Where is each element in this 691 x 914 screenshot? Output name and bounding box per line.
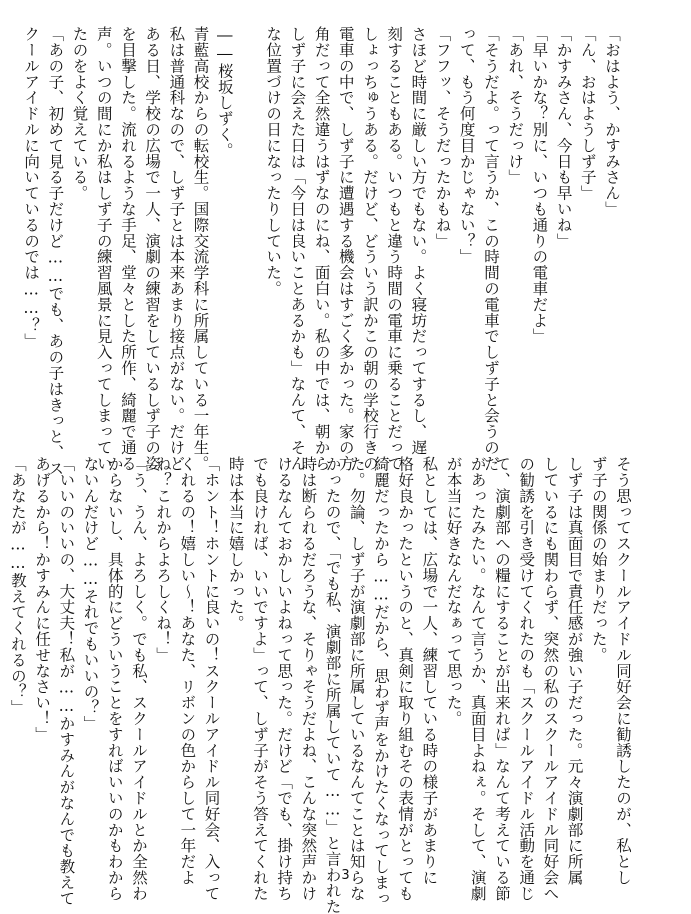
text-line: ね？これからよろしくね！」 bbox=[154, 456, 173, 663]
text-line: を目撃した。流れるような手足、堂々とした所作、綺麗で通る bbox=[118, 26, 137, 472]
text-line: た。勿論、しず子が演劇部に所属しているなんてことは知らな bbox=[347, 456, 366, 902]
text-block-bottom bbox=[8, 456, 635, 914]
text-line: しず子に会えた日は「今日は良いことあるかも」なんて、そん bbox=[288, 26, 307, 472]
text-line: ――桜坂しずく。 bbox=[215, 26, 234, 159]
text-line: あげるから！かすみんに任せなさい！」 bbox=[33, 456, 52, 743]
page-number: 3 bbox=[341, 868, 350, 883]
text-line: 時は本当に嬉しかった。 bbox=[226, 456, 245, 631]
text-line: 「おはよう、かすみさん」 bbox=[603, 26, 621, 217]
text-line: って、もう何度目かじゃない？」 bbox=[457, 26, 476, 265]
text-line: 「フフッ、そうだったかもね」 bbox=[433, 26, 452, 249]
text-line: たのをよく覚えている。 bbox=[70, 26, 89, 201]
text-line: 「あれ、そうだっけ」 bbox=[506, 26, 525, 185]
text-line: て、演劇部への糧にすることが出来れば」なんて考えている節 bbox=[492, 456, 511, 902]
text-line: そう思ってスクールアイドル同好会に勧誘したのが、私とし bbox=[614, 456, 632, 886]
text-line: でも良ければ、いいですよ」って、しず子がそう答えてくれた bbox=[250, 456, 269, 902]
text-line: 私は普通科なので、しず子とは本来あまり接点がない。だけど bbox=[167, 26, 186, 472]
text-line: 「う、うん、よろしく。でも私、スクールアイドルとか全然わ bbox=[129, 456, 148, 902]
text-line: ある日、学校の広場で一人、演劇の練習をしているしず子の姿 bbox=[143, 26, 162, 472]
text-line: 青藍高校からの転校生。国際交流学科に所属している一年生。 bbox=[191, 26, 210, 472]
text-line: が本当に好きなんだなぁって思った。 bbox=[444, 456, 463, 727]
text-line: 刻することもある。いつもと違う時間の電車に乗ることだって bbox=[385, 26, 404, 472]
text-line: 「ホント！ホントに良いの！スクールアイドル同好会、入って bbox=[202, 456, 221, 902]
text-line: 「あなたが……教えてくれるの？」 bbox=[8, 456, 27, 716]
text-line: 格好良かったというのと、真剣に取り組むその表情がとっても bbox=[396, 456, 415, 902]
text-line: ないんだけど……それでもいいの？」 bbox=[81, 456, 100, 732]
text-line: からないし、具体的にどういうことをすればいいのかもわから bbox=[105, 456, 124, 902]
text-line: ず子の関係の始まりだった。 bbox=[589, 456, 608, 663]
text-line: 「ん、おはようしず子」 bbox=[578, 26, 597, 201]
text-line: クールアイドルに向いているのでは……？」 bbox=[22, 26, 41, 349]
text-block-top bbox=[22, 26, 624, 477]
text-line: しず子は真面目で責任感が強い子だった。元々演劇部に所属 bbox=[565, 456, 584, 886]
text-line: 時は断られるだろうな、そりゃそうだよね、こんな突然声かけ bbox=[299, 456, 318, 902]
text-line bbox=[237, 26, 261, 392]
text-line: 「あの子、初めて見る子だけど……でも、あの子はきっと、ス bbox=[46, 26, 65, 477]
text-line: 綺麗だったから……だから、思わず声をかけたくなってしまっ bbox=[371, 456, 390, 907]
text-line: さほど時間に厳しい方でもない。よく寝坊だってするし、遅 bbox=[409, 26, 428, 456]
text-line: しているにも関わらず、突然の私のスクールアイドル同好会へ bbox=[541, 456, 560, 902]
text-line: 「かすみさん、今日も早いね」 bbox=[554, 26, 573, 249]
text-line: 電車の中で、しず子に遭遇する機会はすごく多かった。家の方 bbox=[336, 26, 355, 472]
text-line: けるなんておかしいよねって思った。だけど「でも、掛け持ち bbox=[275, 456, 294, 902]
text-line: 声。いつの間にか私はしず子の練習風景に見入ってしまってい bbox=[94, 26, 113, 472]
text-line: 「そうだよ。って言うか、この時間の電車でしず子と会うのだ bbox=[481, 26, 500, 472]
text-line: 「早いかな？別に、いつも通りの電車だよ」 bbox=[530, 26, 549, 344]
text-line: くれるの！嬉しい～！あなた、リボンの色からして一年だよ bbox=[178, 456, 197, 886]
text-line: な位置づけの日になったりしていた。 bbox=[264, 26, 283, 297]
text-line: の勧誘を引き受けてくれたのも「スクールアイドル活動を通じ bbox=[517, 456, 536, 902]
text-line: 角だって全然違うはずなのにね、面白い。私の中では、朝から bbox=[312, 26, 331, 472]
text-line: しょっちゅうある。だけど、どういう訳かこの朝の学校行きの bbox=[360, 26, 379, 472]
text-line: かったので、「でも私、演劇部に所属していて……」と言われた bbox=[323, 456, 342, 914]
text-line: 私としては、広場で一人、練習している時の様子があまりに bbox=[420, 456, 439, 886]
text-line: 「いいのいいの、大丈夫！私が……かすみんがなんでも教えて bbox=[57, 456, 76, 907]
text-line: があったみたい。なんて言うか、真面目よねぇ。そして、演劇 bbox=[468, 456, 487, 902]
